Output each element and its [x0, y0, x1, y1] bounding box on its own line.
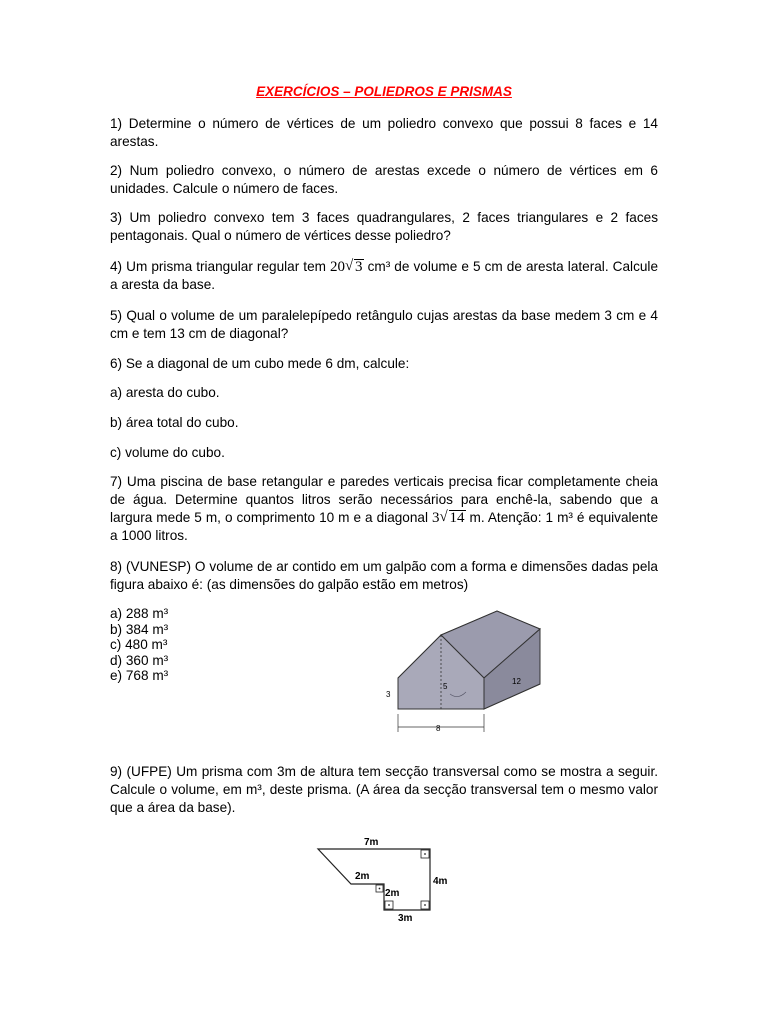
question-3: 3) Um poliedro convexo tem 3 faces quadrangulares, 2 faces triangulares e 2 faces pentagonais. Qual o número de vértices desse poliedro? [110, 210, 658, 243]
section-step-vertical-label: 2m [385, 888, 400, 899]
question-7-text-before: 7) Uma piscina de base retangular e paredes verticais precisa ficar completamente cheia de água. Determine quantos litros serão necessários para enchê-la, sabendo que a largura mede 5 m, o comprimento 10 m e a diagonal [110, 474, 658, 525]
section-bottom-label: 3m [398, 913, 413, 924]
option-b: b) 384 m³ [110, 621, 169, 637]
option-a: a) 288 m³ [110, 606, 169, 621]
shed-width-label: 8 [436, 724, 441, 733]
question-7-coefficient: 3 [432, 510, 440, 526]
question-6-item-a: a) aresta do cubo. [110, 385, 220, 400]
option-d: d) 360 m³ [110, 652, 169, 668]
page-title: EXERCÍCIOS – POLIEDROS E PRISMAS [256, 84, 512, 99]
question-2: 2) Num poliedro convexo, o número de arestas excede o número de vértices em 6 unidades. Calcule o número de faces. [110, 163, 658, 196]
shed-figure [380, 604, 560, 740]
section-step-horizontal-label: 2m [355, 871, 370, 882]
question-8-options [110, 606, 168, 684]
question-6-item-b: b) área total do cubo. [110, 415, 239, 430]
question-4 [110, 258, 658, 294]
question-7-radicand: √ 14 [449, 510, 466, 526]
question-4-radicand: √ 3 [354, 259, 364, 275]
shed-roof-height-label: 5 [443, 682, 448, 691]
shed-length-label: 12 [512, 677, 521, 686]
shed-height-label: 3 [386, 690, 391, 699]
question-4-text-after: cm³ de volume e 5 cm de aresta lateral. Calcule a aresta da base. [110, 259, 659, 292]
question-8-stem: 8) (VUNESP) O volume de ar contido em um galpão com a forma e dimensões dadas pela figura abaixo é: (as dimensões do galpão estão em metros) [110, 559, 658, 592]
question-4-text-before: 4) Um prisma triangular regular tem [110, 259, 326, 274]
section-top-label: 7m [364, 837, 379, 848]
question-4-coefficient: 20 [330, 259, 346, 275]
section-right-label: 4m [433, 876, 448, 887]
question-5: 5) Qual o volume de um paralelepípedo retângulo cujas arestas da base medem 3 cm e 4 cm e tem 13 cm de diagonal? [110, 308, 658, 341]
question-9-stem: 9) (UFPE) Um prisma com 3m de altura tem secção transversal como se mostra a seguir. Calcule o volume, em m³, deste prisma. (A área da secção transversal tem o mesmo valor que a área da base). [110, 764, 658, 815]
cross-section-figure [312, 832, 462, 928]
option-e: e) 768 m³ [110, 668, 169, 683]
question-6-item-c: c) volume do cubo. [110, 445, 225, 460]
question-7 [110, 473, 658, 545]
question-6-stem: 6) Se a diagonal de um cubo mede 6 dm, calcule: [110, 356, 410, 371]
question-1: 1) Determine o número de vértices de um poliedro convexo que possui 8 faces e 14 arestas. [110, 116, 658, 149]
question-7-text-after: m. Atenção: 1 m³ é equivalente a 1000 litros. [110, 510, 658, 543]
option-c: c) 480 m³ [110, 637, 168, 652]
